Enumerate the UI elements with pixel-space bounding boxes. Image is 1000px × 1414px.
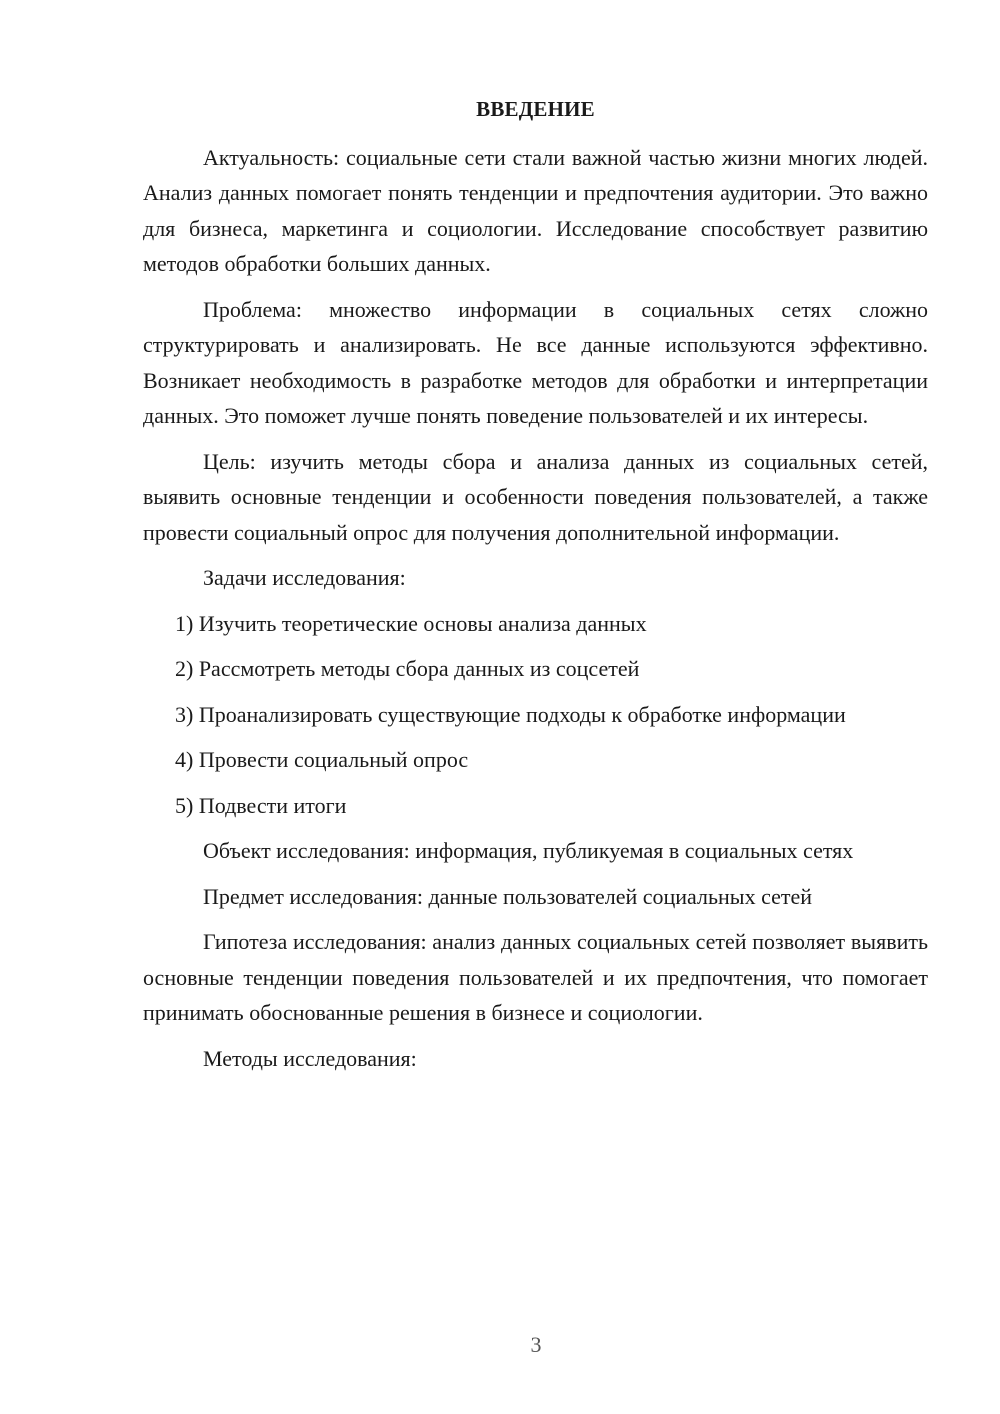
- object-paragraph: Объект исследования: информация, публикуемая в социальных сетях: [203, 838, 854, 863]
- task-item: 4) Провести социальный опрос: [175, 747, 469, 772]
- task-item: 5) Подвести итоги: [175, 792, 347, 818]
- hypothesis-paragraph: Гипотеза исследования: анализ данных социальных сетей позволяет выявить основные тенденции поведения пользователей и их предпочтения, что помогает принимать обоснованные решения в бизнесе и социологии.: [143, 929, 928, 1025]
- page-number: 3: [530, 1332, 542, 1357]
- section-title: ВВЕДЕНИЕ: [476, 97, 595, 121]
- tasks-list: [143, 606, 928, 824]
- tasks-heading: Задачи исследования:: [203, 565, 406, 590]
- task-item: 1) Изучить теоретические основы анализа данных: [175, 610, 647, 636]
- goal-paragraph: Цель: изучить методы сбора и анализа данных из социальных сетей, выявить основные тенденции и особенности поведения пользователей, а также провести социальный опрос для получения дополнительной информации.: [143, 448, 928, 545]
- problem-paragraph: Проблема: множество информации в социальных сетях сложно структурировать и анализировать. Не все данные используются эффективно. Возникает необходимость в разработке методов для обработки и интерпретации данных. Это поможет лучше понять поведение пользователей и их интересы.: [143, 296, 928, 428]
- document-page: [143, 92, 928, 1086]
- relevance-paragraph: Актуальность: социальные сети стали важной частью жизни многих людей. Анализ данных помогает понять тенденции и предпочтения аудитории. Это важно для бизнеса, маркетинга и социологии. Исследование способствует развитию методов обработки больших данных.: [143, 144, 928, 276]
- task-item: 3) Проанализировать существующие подходы к обработке информации: [175, 701, 846, 727]
- task-item: 2) Рассмотреть методы сбора данных из соцсетей: [175, 656, 640, 681]
- methods-heading: Методы исследования:: [203, 1045, 417, 1071]
- subject-paragraph: Предмет исследования: данные пользователей социальных сетей: [203, 883, 813, 909]
